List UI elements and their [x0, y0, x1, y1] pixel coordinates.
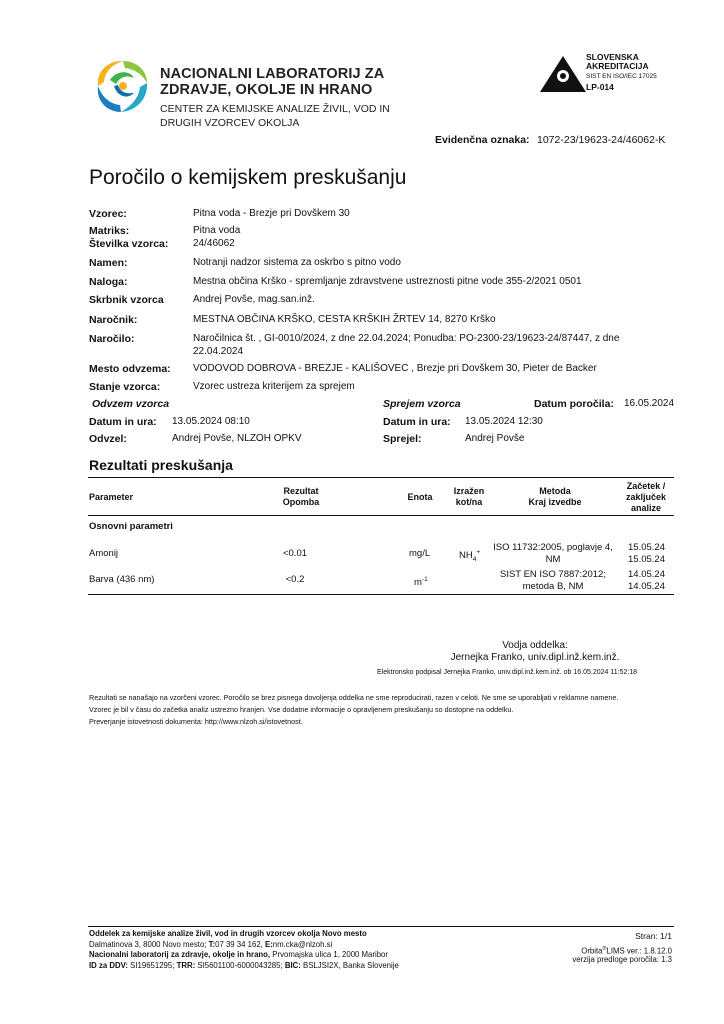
- row2-metoda: [488, 569, 618, 593]
- col-metoda: [500, 486, 610, 508]
- stevilka-label: Številka vzorca:: [89, 238, 169, 250]
- footer-email: nm.cka@nlzoh.si: [272, 939, 333, 949]
- results-bottom-rule: [88, 594, 674, 595]
- org-name-line1: NACIONALNI LABORATORIJ ZA: [160, 66, 385, 82]
- footer-email-label: E:: [265, 939, 273, 949]
- footer-left: [89, 929, 399, 971]
- footer-bic: BSLJSI2X, Banka Slovenije: [303, 960, 399, 970]
- row2-enota-sup: -1: [421, 576, 428, 583]
- odvzem-datum-value: 13.05.2024 08:10: [172, 416, 250, 427]
- vzorec-label: Vzorec:: [89, 208, 127, 220]
- footer-lims-prefix: Orbita: [581, 946, 603, 956]
- row2-enota-base: m: [414, 577, 422, 589]
- footer-ddv-label: ID za DDV:: [89, 960, 128, 970]
- col-parameter: Parameter: [89, 492, 134, 502]
- stanje-value: Vzorec ustreza kriterijem za sprejem: [193, 381, 355, 392]
- row2-metoda-line1: SIST EN ISO 7887:2012;: [500, 569, 606, 580]
- accreditation-triangle-icon: [538, 54, 588, 94]
- col-rezultat: [265, 486, 337, 508]
- mesto-label: Mesto odvzema:: [89, 363, 171, 375]
- footer-dept: Oddelek za kemijske analize živil, vod in drugih vzorcev okolja Novo mesto: [89, 929, 367, 938]
- accreditation-line1: SLOVENSKA: [586, 52, 639, 62]
- results-top-rule: [88, 477, 674, 478]
- col-zacetek: [618, 481, 674, 514]
- center-name-line2: DRUGIH VZORCEV OKOLJA: [160, 117, 300, 129]
- narocilo-value-line2: 22.04.2024: [193, 346, 244, 357]
- col-zacetek-line3: analize: [630, 503, 661, 513]
- footer-address: Dalmatinova 3, 8000 Novo mesto;: [89, 939, 207, 949]
- row2-rezultat: <0.2: [285, 574, 305, 585]
- results-heading: Rezultati preskušanja: [89, 457, 233, 473]
- sprejel-label: Sprejel:: [383, 433, 422, 445]
- stevilka-value: 24/46062: [193, 238, 235, 249]
- skrbnik-value: Andrej Povše, mag.san.inž.: [193, 294, 315, 305]
- note-line2: Vzorec je bil v času do začetka analiz ustrezno hranjen. Vse dodatne informacije o opravljenem preskušanju so dostopne na oddelku.: [89, 705, 514, 714]
- footer-lims-suffix: LIMS ver.: 1.8.12.0: [606, 946, 672, 956]
- center-name-line1: CENTER ZA KEMIJSKE ANALIZE ŽIVIL, VOD IN: [160, 103, 390, 115]
- signature-title: Vodja oddelka:: [502, 640, 568, 651]
- narocnik-value: MESTNA OBČINA KRŠKO, CESTA KRŠKIH ŽRTEV 14, 8270 Krško: [193, 314, 496, 325]
- sprejem-datum-label: Datum in ura:: [383, 416, 451, 428]
- row1-enota: mg/L: [409, 548, 431, 559]
- org-name-line2: ZDRAVJE, OKOLJE IN HRANO: [160, 82, 373, 98]
- footer-trr: SI5601100-6000043285;: [197, 960, 283, 970]
- col-enota: Enota: [407, 492, 433, 502]
- odvzem-heading: Odvzem vzorca: [92, 398, 170, 410]
- evidence-value: 1072-23/19623-24/46062-K: [537, 134, 666, 146]
- col-izrazen: [447, 486, 491, 508]
- narocilo-label: Naročilo:: [89, 333, 135, 345]
- col-zacetek-line1: Začetek /: [626, 481, 666, 491]
- footer-bic-label: BIC:: [284, 960, 301, 970]
- naloga-value: Mestna občina Krško - spremljanje zdravstvene ustreznosti pitne vode 355-2/2021 0501: [193, 276, 582, 287]
- row1-zakljucek: 15.05.24: [628, 554, 665, 565]
- footer-tel-label: T:: [208, 939, 216, 949]
- col-metoda-line2: Kraj izvedbe: [528, 497, 582, 507]
- row1-izrazen-sup: +: [476, 549, 481, 556]
- sprejem-heading: Sprejem vzorca: [383, 398, 461, 410]
- nlzoh-logo-icon: [90, 56, 152, 116]
- row1-rezultat: <0.01: [282, 548, 308, 559]
- row2-zakljucek: 14.05.24: [628, 581, 665, 592]
- row2-parameter: Barva (436 nm): [89, 574, 155, 585]
- odvzel-value: Andrej Povše, NLZOH OPKV: [172, 433, 302, 444]
- vzorec-value: Pitna voda - Brezje pri Dovškem 30: [193, 208, 350, 219]
- col-metoda-line1: Metoda: [539, 486, 571, 496]
- row1-zacetek: 15.05.24: [628, 542, 665, 553]
- footer-page: Stran: 1/1: [635, 931, 672, 941]
- row1-izrazen: [459, 547, 480, 566]
- signature-electronic: Elektronsko podpisal Jernejka Franko, univ.dipl.inž.kem.inž. ob 16.05.2024 11:52:18: [377, 669, 638, 676]
- footer-lims-reg: ®: [602, 946, 607, 952]
- footer-org: [89, 950, 399, 961]
- row2-metoda-line2: metoda B, NM: [522, 581, 584, 592]
- footer-rule: [88, 926, 674, 927]
- col-izrazen-line2: kot/na: [455, 497, 483, 507]
- sprejel-value: Andrej Povše: [465, 433, 525, 444]
- narocnik-label: Naročnik:: [89, 314, 138, 326]
- results-header-rule: [88, 515, 674, 516]
- row1-izrazen-sub: 4: [472, 556, 477, 564]
- page-title: Poročilo o kemijskem preskušanju: [89, 166, 407, 189]
- matriks-value: Pitna voda: [193, 225, 241, 236]
- footer-tel: 07 39 34 162,: [215, 939, 263, 949]
- accreditation-logo: [538, 54, 588, 94]
- namen-label: Namen:: [89, 257, 128, 269]
- datum-porocila-value: 16.05.2024: [624, 398, 675, 409]
- col-rezultat-line1: Rezultat: [283, 486, 319, 496]
- note-line1: Rezultati se nanašajo na vzorčeni vzorec. Poročilo se brez pisnega dovoljenja oddelka ne sme reproducirati, razen v celoti. Ne sme se uporabljati v reklamne namene.: [89, 693, 619, 702]
- narocilo-value-line1: Naročilnica št. , GI-0010/2024, z dne 22.04.2024; Ponudba: PO-2300-23/19623-24/87447, z dne: [193, 333, 620, 344]
- footer-bank: [89, 961, 399, 972]
- row1-metoda: [488, 542, 618, 566]
- accreditation-standard: SIST EN ISO/IEC 17025: [586, 73, 657, 80]
- mesto-value: VODOVOD DOBROVA - BREZJE - KALIŠOVEC , Brezje pri Dovškem 30, Pieter de Backer: [193, 363, 597, 374]
- col-izrazen-line1: Izražen: [453, 486, 485, 496]
- skrbnik-label: Skrbnik vzorca: [89, 294, 164, 306]
- sprejem-datum-value: 13.05.2024 12:30: [465, 416, 543, 427]
- naloga-label: Naloga:: [89, 276, 128, 288]
- footer-contact: [89, 940, 399, 951]
- footer-org-name: Nacionalni laboratorij za zdravje, okolje in hrano,: [89, 950, 271, 959]
- footer-trr-label: TRR:: [176, 960, 196, 970]
- evidence-label: Evidenčna oznaka:: [435, 134, 530, 146]
- matriks-label: Matriks:: [89, 225, 130, 237]
- row1-metoda-line2: NM: [545, 554, 561, 565]
- row1-parameter: Amonij: [89, 548, 119, 559]
- row1-metoda-line1: ISO 11732:2005, poglavje 4,: [493, 542, 613, 553]
- odvzel-label: Odvzel:: [89, 433, 127, 445]
- nlzoh-logo: [90, 56, 152, 116]
- footer-org-address: Prvomajska ulica 1, 2000 Maribor: [272, 950, 388, 959]
- odvzem-datum-label: Datum in ura:: [89, 416, 157, 428]
- accreditation-line2: AKREDITACIJA: [586, 61, 649, 71]
- footer-template-version: verzija predloge poročila: 1.3: [572, 955, 672, 964]
- accreditation-code: LP-014: [586, 82, 614, 92]
- col-zacetek-line2: zaključek: [625, 492, 667, 502]
- footer-ddv: SI19651295;: [130, 960, 175, 970]
- signature-name: Jernejka Franko, univ.dipl.inž.kem.inž.: [450, 652, 620, 663]
- stanje-label: Stanje vzorca:: [89, 381, 161, 393]
- namen-value: Notranji nadzor sistema za oskrbo s pitno vodo: [193, 257, 401, 268]
- col-rezultat-line2: Opomba: [282, 497, 320, 507]
- datum-porocila-label: Datum poročila:: [534, 398, 614, 410]
- row2-zacetek: 14.05.24: [628, 569, 665, 580]
- row1-izrazen-base: NH: [459, 550, 473, 562]
- note-line3: Preverjanje istovetnosti dokumenta: http://www.nlzoh.si/istovetnost.: [89, 717, 303, 726]
- results-group-label: Osnovni parametri: [89, 521, 173, 532]
- row2-enota: [414, 574, 428, 589]
